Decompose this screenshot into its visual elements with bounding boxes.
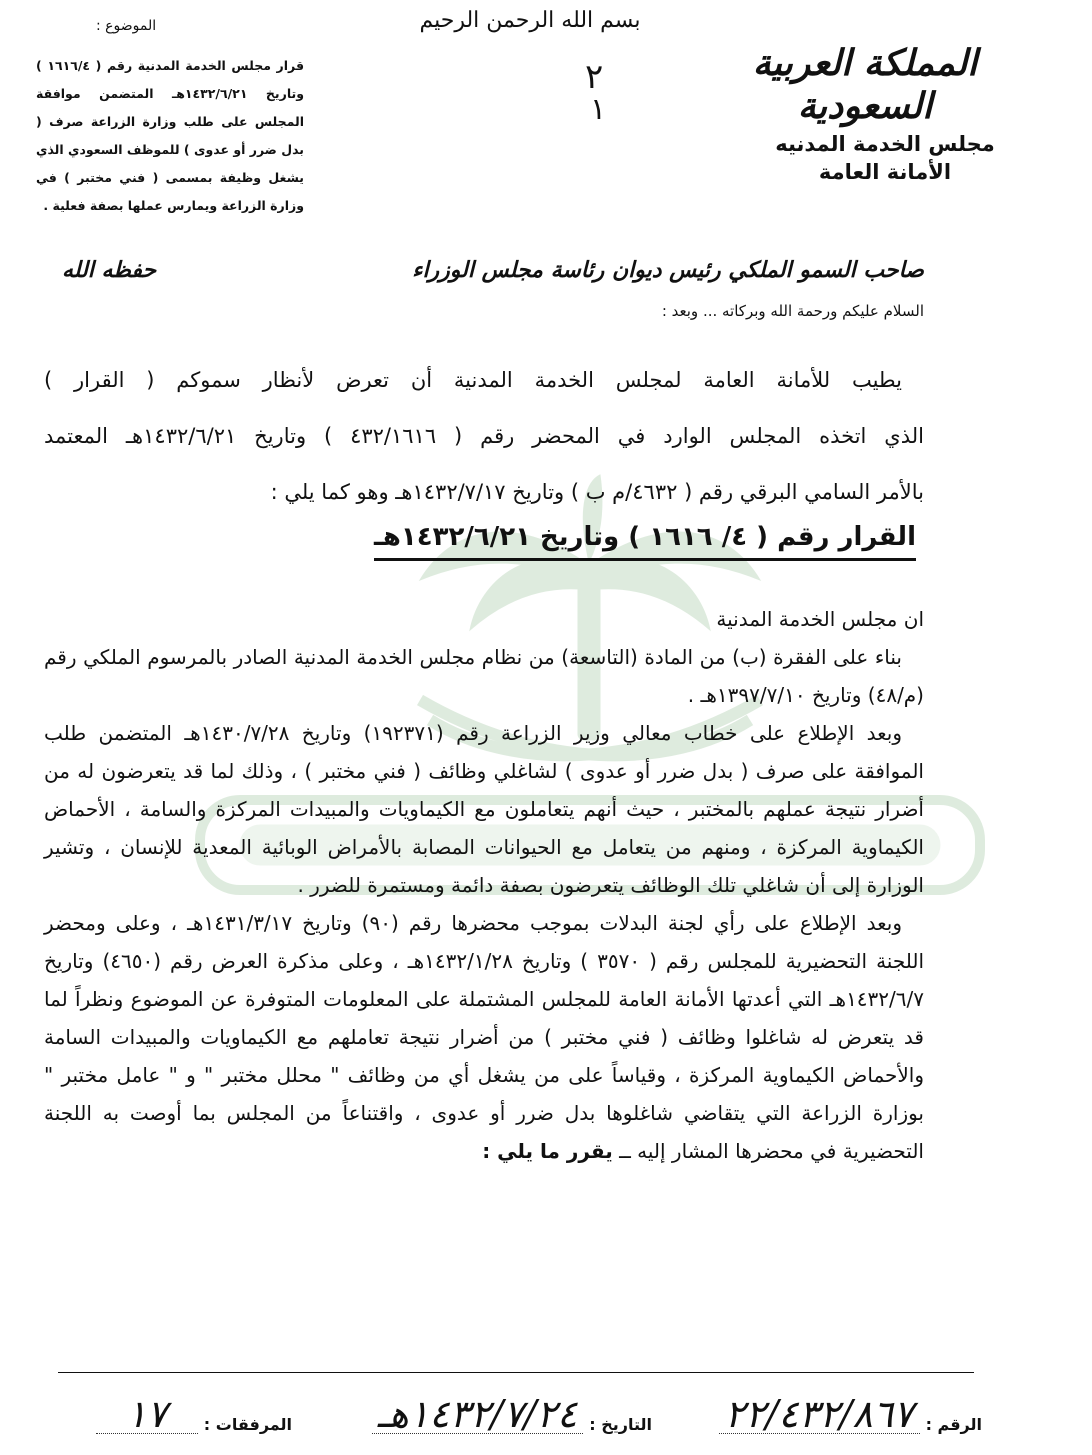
letter-date	[372, 1392, 652, 1436]
decision-body	[44, 600, 924, 1170]
intro-line: يطيب للأمانة العامة لمجلس الخدمة المدنية أن تعرض لأنظار سموكم ( القرار )	[44, 368, 902, 392]
body-paragraph	[44, 904, 924, 1170]
addressee-title: صاحب السمو الملكي رئيس ديوان رئاسة مجلس الوزراء	[412, 258, 924, 283]
handwritten-mark: ٢	[585, 57, 604, 97]
greeting: السلام عليكم ورحمة الله وبركاته ... وبعد :	[661, 302, 924, 320]
kingdom-name: المملكة العربية السعودية	[752, 42, 978, 128]
footer	[42, 1380, 982, 1440]
decides-phrase: يقرر ما يلي :	[482, 1139, 613, 1163]
body-paragraph: وبعد الإطلاع على خطاب معالي وزير الزراعة رقم (١٩٢٣٧١) وتاريخ ١٤٣٠/٧/٢٨هـ المتضمن طلب الموافقة على صرف ( بدل ضرر أو عدوى ) لشاغلي وظائف ( فني مختبر ) ، وذلك لما قد يتعرضون له من أضرار نتيجة عملهم بالمختبر ، حيث أنهم يتعاملون مع الكيماويات والمبيدات المركزة والسامة ، الأحماض الكيماوية المركزة ، ومنهم من يتعامل مع الحيوانات المصابة بالأمراض الوبائية المعدية للإنسان ، وتشير الوزارة إلى أن شاغلي تلك الوظائف يتعرضون بصفة دائمة ومستمرة للضرر .	[44, 721, 924, 897]
date-label: التاريخ :	[589, 1415, 652, 1434]
intro-paragraph	[44, 352, 924, 520]
handwritten-mark-2: ١	[590, 92, 607, 127]
decision-title: القرار رقم ( ٤/ ١٦١٦ ) وتاريخ ١٤٣٢/٦/٢١هـ	[374, 522, 916, 561]
reference-label: الرقم :	[925, 1415, 982, 1434]
attachments	[96, 1392, 292, 1436]
body-paragraph: ان مجلس الخدمة المدنية	[716, 607, 924, 631]
secretariat-name: الأمانة العامة	[818, 160, 952, 185]
body-paragraph: بناء على الفقرة (ب) من المادة (التاسعة) من نظام مجلس الخدمة المدنية الصادر بالمرسوم الملكي رقم (م/٤٨) وتاريخ ١٣٩٧/٧/١٠هـ .	[44, 645, 924, 707]
honorific: حفظه الله	[62, 258, 157, 283]
subject-text: قرار مجلس الخدمة المدنية رقم ( ١٦١٦/٤ ) وتاريخ ١٤٣٢/٦/٢١هـ المتضمن موافقة المجلس على طلب وزارة الزراعة صرف ( بدل ضرر أو عدوى ) للموظف السعودي الذي يشغل وظيفة بمسمى ( فني مختبر ) في وزارة الزراعة ويمارس عملها بصفة فعلية .	[36, 58, 304, 213]
attachments-label: المرفقات :	[203, 1415, 292, 1434]
attachments-value: ١٧	[96, 1395, 198, 1434]
council-name: مجلس الخدمة المدنيه	[775, 132, 995, 157]
subject-label: الموضوع :	[96, 18, 157, 34]
intro-line: بالأمر السامي البرقي رقم ( ٤٦٣٢/م ب ) وتاريخ ١٤٣٢/٧/١٧هـ وهو كما يلي :	[270, 480, 924, 504]
date-value: ١٤٣٢/٧/٢٤هـ	[372, 1395, 584, 1434]
intro-line: الذي اتخذه المجلس الوارد في المحضر رقم ( ٤٣٢/١٦١٦ ) وتاريخ ١٤٣٢/٦/٢١هـ المعتمد	[44, 424, 924, 448]
basmala: بسم الله الرحمن الرحيم	[419, 8, 641, 33]
organization-header	[700, 42, 1030, 184]
reference-value: ٢٢/٤٣٢/٨٦٧	[719, 1395, 920, 1434]
body-paragraph-text: وبعد الإطلاع على رأي لجنة البدلات بموجب محضرها رقم (٩٠) وتاريخ ١٤٣١/٣/١٧هـ ، وعلى ومحضر اللجنة التحضيرية للمجلس رقم ( ٣٥٧٠ ) وتاريخ ١٤٣٢/١/٢٨هـ ، وعلى مذكرة العرض رقم (٤٦٥٠) وتاريخ ١٤٣٢/٦/٧هـ التي أعدتها الأمانة العامة للمجلس المشتملة على المعلومات المتوفرة عن الموضوع ونظراً لما قد يتعرض له شاغلوا وظائف ( فني مختبر ) من أضرار نتيجة تعاملهم مع الكيماويات والمبيدات السامة والأحماض الكيماوية المركزة ، وقياساً على من يشغل أي من وظائف " محلل مختبر " و " عامل مختبر " بوزارة الزراعة التي يتقاضي شاغلوها بدل ضرر أو عدوى ، واقتناعاً من المجلس بما أوصت به اللجنة التحضيرية في محضرها المشار إليه ــ	[44, 911, 925, 1163]
footer-divider	[58, 1372, 974, 1373]
reference-number	[719, 1392, 982, 1436]
subject-box	[36, 18, 304, 220]
